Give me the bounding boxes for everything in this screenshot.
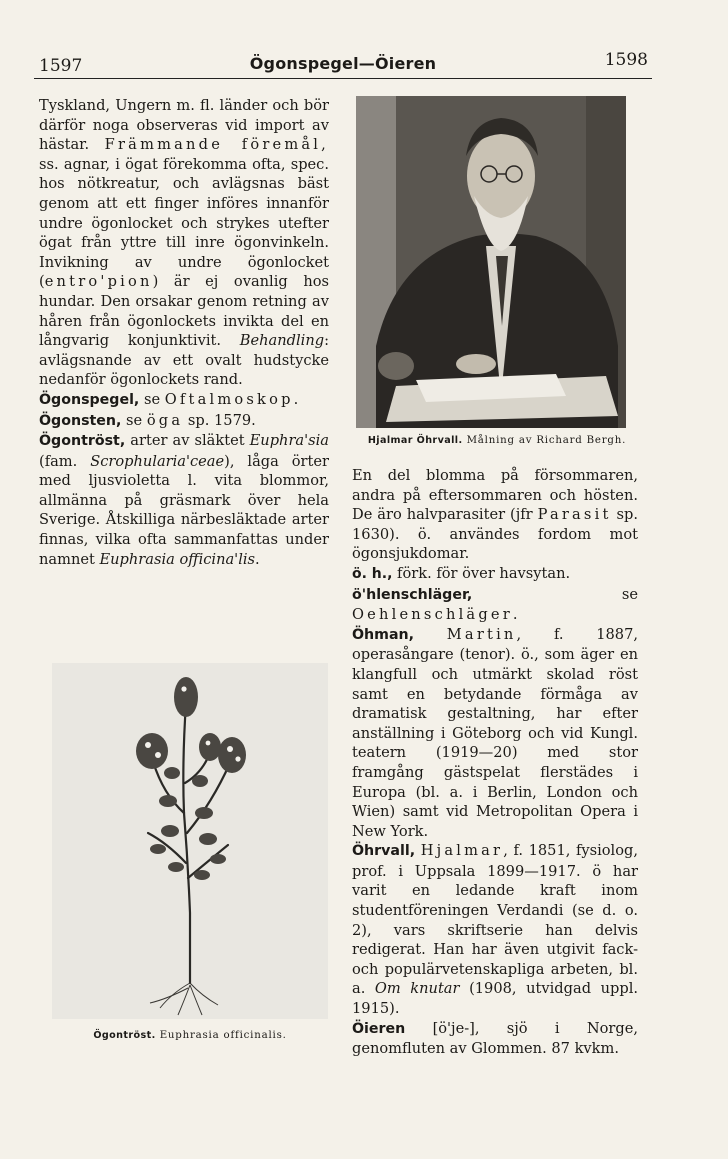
- cross-reference-link[interactable]: Oftalmoskop: [164, 390, 294, 408]
- entry-ogonspegel: Ögonspegel, se Oftalmoskop.: [39, 390, 299, 408]
- figure-caption-portrait: Hjalmar Öhrvall. Målning av Richard Bergh.: [367, 435, 627, 446]
- entry-ogontrost: Ögontröst, arter av släktet Euphra'sia (fam. Scrophularia'ceae), låga örter med ljusvioletta l. vita blommor, allmänna på gräsmark över hela Sverige. Åtskilliga närbesläktade arter finnas, vilka ofta sammanfattas under namnet Euphrasia officina'lis.: [39, 432, 329, 568]
- entry-paragraph-continued: Tyskland, Ungern m. fl. länder och bör därför noga observeras vid import av hästar. Främmande föremål, ss. agnar, i ögat förekomma ofta, spec. hos nötkreatur, och avlägsnas bäst genom att ett finger införes innanför undre ögonlocket och strykes utefter ögat från yttre till inre ögonvinkeln. Invikning av undre ögonlocket (entro'pion) är ej ovanlig hos hundar. Den orsakar genom retning av håren från ögonlockets invikta del en långvarig konjunktivit. Behandling: avlägsnande av ett ovalt hudstycke nedanför ögonlockets rand.: [39, 97, 329, 389]
- portrait-painting: [356, 96, 626, 428]
- entry-oieren: Öieren [ö'je-], sjö i Norge, genomfluten av Glommen. 87 kvkm.: [352, 1019, 638, 1058]
- right-column: [352, 466, 638, 1059]
- page-number-left: 1597: [39, 56, 83, 76]
- cross-reference-link[interactable]: öga: [146, 411, 184, 429]
- left-column: [39, 96, 329, 569]
- entry-ohrvall: Öhrvall, Hjalmar, f. 1851, fysiolog, prof. i Uppsala 1899—1917. ö har varit en ledande kraft inom studentföreningen Verdandi (se d. o. 2), vars skriftserie han delvis redigerat. Han har även utgivit fack- och populärvetenskapliga arbeten, bl. a. Om knutar (1908, utvidgad uppl. 1915).: [352, 842, 639, 1018]
- figure-caption-eyebright: Ögontröst. Euphrasia officinalis.: [93, 1030, 287, 1041]
- entry-oh: ö. h., förk. för över havsytan.: [352, 564, 571, 582]
- eyebright-plant-illustration: [52, 663, 328, 1019]
- plant-drawing: [52, 663, 328, 1019]
- cross-reference-link[interactable]: Oehlenschläger: [352, 606, 513, 624]
- entry-ogonsten: Ögonsten, se öga sp. 1579.: [39, 411, 256, 429]
- cross-reference-link[interactable]: Parasit: [537, 506, 612, 524]
- running-title: Ögonspegel—Öieren: [249, 54, 437, 73]
- entry-ohman: Öhman, Martin, f. 1887, operasångare (tenor). ö., som äger en klangfull och utmärkt skolad röst samt en betydande förmåga av dramatisk gestaltning, har efter anställning i Göteborg och vid Kungl. teatern (1919—20) med stor framgång gästspelat flerstädes i Europa (bl. a. i Berlin, London och Wien) samt vid Metropolitan Opera i New York.: [352, 625, 639, 840]
- page-header: [34, 50, 652, 79]
- page-number-right: 1598: [604, 50, 648, 70]
- portrait-drawing: [356, 96, 626, 428]
- entry-ohlenschlager: ö'hlenschläger, se Oehlenschläger.: [352, 585, 638, 624]
- entry-ogontrost-continued: En del blomma på försommaren, andra på eftersommaren och hösten. De äro halvparasiter (jfr Parasit sp. 1630). ö. användes fordom mot ögonsjukdomar.: [352, 467, 638, 563]
